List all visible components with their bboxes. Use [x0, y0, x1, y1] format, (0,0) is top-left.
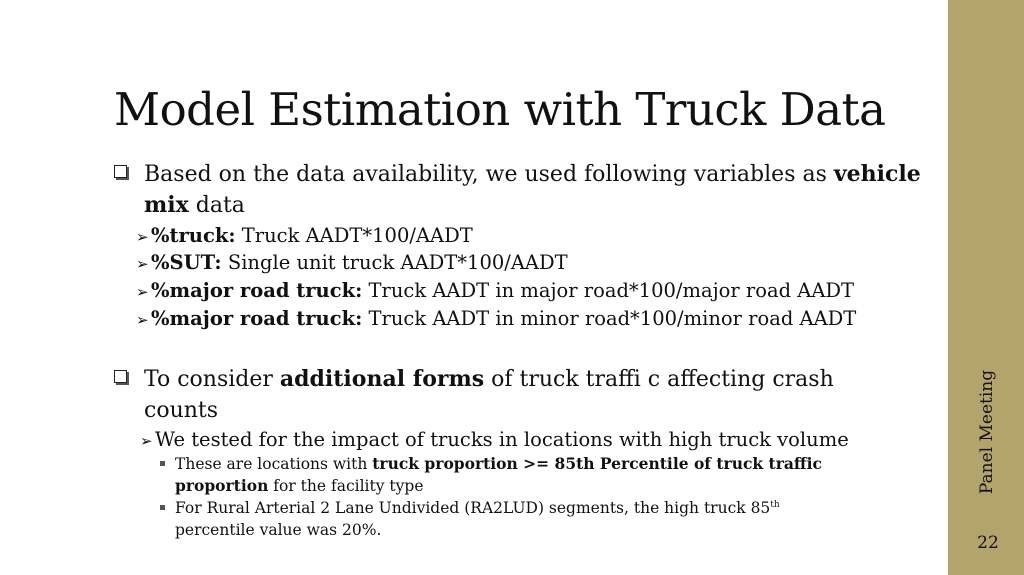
- variable-term: %truck:: [151, 224, 236, 247]
- variable-desc: Single unit truck AADT*100/AADT: [221, 251, 568, 274]
- point-bold-text: truck proportion >= 85th Percentile of truck traffic proportion: [175, 454, 822, 495]
- arrow-bullet-icon: ➢: [136, 283, 149, 301]
- bullet-vehicle-mix: [114, 159, 934, 221]
- bullet-text: Based on the data availability, we used following variables as: [144, 162, 834, 187]
- sub-point: [160, 497, 840, 541]
- list-item: [136, 278, 854, 305]
- variable-term: %major road truck:: [151, 307, 363, 330]
- arrow-bullet-icon: ➢: [140, 432, 153, 450]
- list-item: [136, 306, 856, 333]
- variable-desc: Truck AADT*100/AADT: [235, 224, 473, 247]
- point-text: For Rural Arterial 2 Lane Undivided (RA2LUD) segments, the high truck 85: [175, 499, 771, 517]
- arrow-bullet-icon: ➢: [136, 255, 149, 273]
- page-number: 22: [977, 533, 999, 553]
- arrow-bullet-icon: ➢: [136, 228, 149, 246]
- sub-point: [160, 453, 890, 497]
- bullet-bold-text: additional forms: [279, 366, 485, 392]
- slide-title: Model Estimation with Truck Data: [114, 83, 886, 136]
- bullet-text: To consider: [144, 367, 280, 392]
- list-item: [140, 427, 849, 454]
- square-bullet-icon: [160, 505, 165, 510]
- bullet-additional-forms: [114, 364, 884, 426]
- bullet-bold-text: vehicle mix: [144, 161, 921, 218]
- point-text-end: for the facility type: [268, 477, 424, 495]
- subitem-text: We tested for the impact of trucks in locations with high truck volume: [155, 428, 849, 451]
- arrow-bullet-icon: ➢: [136, 311, 149, 329]
- variable-desc: Truck AADT in minor road*100/minor road AADT: [362, 307, 857, 330]
- footer-label: Panel Meeting: [977, 369, 997, 495]
- list-item: [136, 223, 473, 250]
- variable-desc: Truck AADT in major road*100/major road AADT: [362, 279, 855, 302]
- checkbox-bullet-icon: [114, 165, 127, 178]
- variable-term: %major road truck:: [151, 279, 363, 302]
- checkbox-bullet-icon: [114, 370, 127, 383]
- variable-term: %SUT:: [151, 251, 222, 274]
- point-text: These are locations with: [175, 455, 373, 473]
- square-bullet-icon: [160, 461, 165, 466]
- list-item: [136, 250, 568, 277]
- bullet-text-end: data: [188, 193, 245, 218]
- point-text-end: percentile value was 20%.: [175, 521, 382, 539]
- bullet-text-end: of truck traffi c affecting crash counts: [144, 367, 834, 423]
- superscript: th: [770, 499, 780, 510]
